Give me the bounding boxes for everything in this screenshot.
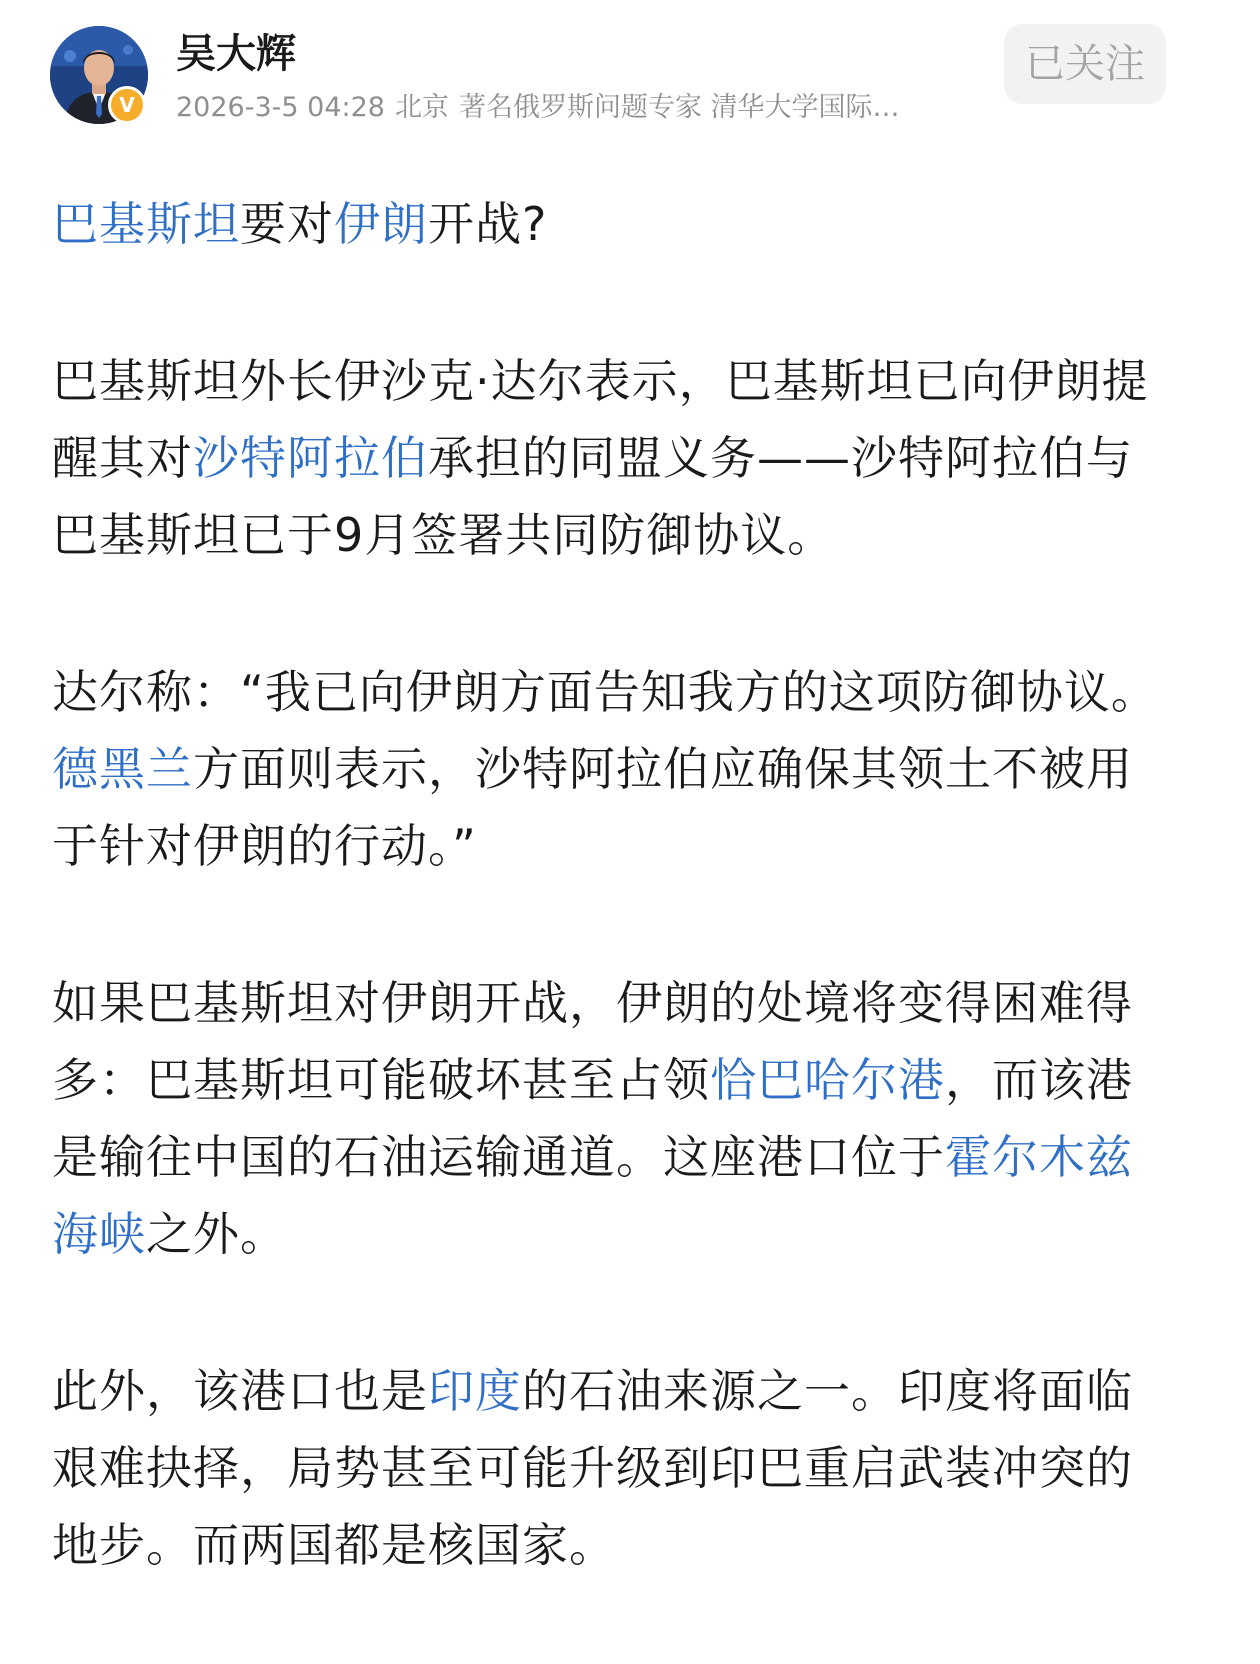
paragraph-text: 要对 (240, 197, 334, 251)
verified-badge-icon: V (108, 86, 146, 124)
topic-link-chabahar-port[interactable]: 恰巴哈尔港 (710, 1053, 945, 1107)
paragraph-text: 巴基斯坦外长伊沙克·达尔表示，巴基斯坦已向伊朗提醒其对 (52, 354, 1149, 485)
topic-link-strait-of-hormuz[interactable]: 霍尔木兹海峡 (52, 1130, 1133, 1261)
paragraph-text: 此外，该港口也是 (52, 1364, 428, 1418)
post-meta (176, 90, 981, 126)
follow-button[interactable]: 已关注 (1004, 24, 1166, 104)
topic-link-iran[interactable]: 伊朗 (334, 197, 428, 251)
post-paragraph-1 (52, 186, 1172, 263)
paragraph-text: ，而该港是输往中国的石油运输通道。这座港口位于 (52, 1053, 1133, 1184)
post-header (0, 0, 1260, 140)
author-name[interactable]: 吴大辉 (176, 31, 296, 77)
post-paragraph-4 (52, 965, 1172, 1273)
topic-link-saudi-arabia[interactable]: 沙特阿拉伯 (193, 431, 428, 485)
post-location: 北京 (394, 92, 449, 123)
author-bio: 著名俄罗斯问题专家 清华大学国际… (458, 92, 900, 123)
paragraph-text: 承担的同盟义务——沙特阿拉伯与巴基斯坦已于9月签署共同防御协议。 (52, 431, 1133, 562)
paragraph-text: 方面则表示，沙特阿拉伯应确保其领土不被用于针对伊朗的行动。” (52, 742, 1133, 873)
topic-link-pakistan[interactable]: 巴基斯坦 (52, 197, 240, 251)
post-paragraph-3 (52, 654, 1172, 885)
post-date: 2026-3-5 04:28 (176, 92, 385, 123)
post-body (52, 186, 1172, 1664)
paragraph-text: 开战? (428, 197, 548, 251)
post-paragraph-2 (52, 343, 1172, 574)
paragraph-text: 如果巴基斯坦对伊朗开战，伊朗的处境将变得困难得多：巴基斯坦可能破坏甚至占领 (52, 976, 1133, 1107)
paragraph-text: 之外。 (146, 1207, 287, 1261)
paragraph-text: 达尔称：“我已向伊朗方面告知我方的这项防御协议。 (52, 665, 1158, 719)
paragraph-text: 的石油来源之一。印度将面临艰难抉择，局势甚至可能升级到印巴重启武装冲突的地步。而两国都是核国家。 (52, 1364, 1133, 1572)
topic-link-tehran[interactable]: 德黑兰 (52, 742, 193, 796)
post-paragraph-5 (52, 1353, 1172, 1584)
topic-link-india[interactable]: 印度 (428, 1364, 522, 1418)
